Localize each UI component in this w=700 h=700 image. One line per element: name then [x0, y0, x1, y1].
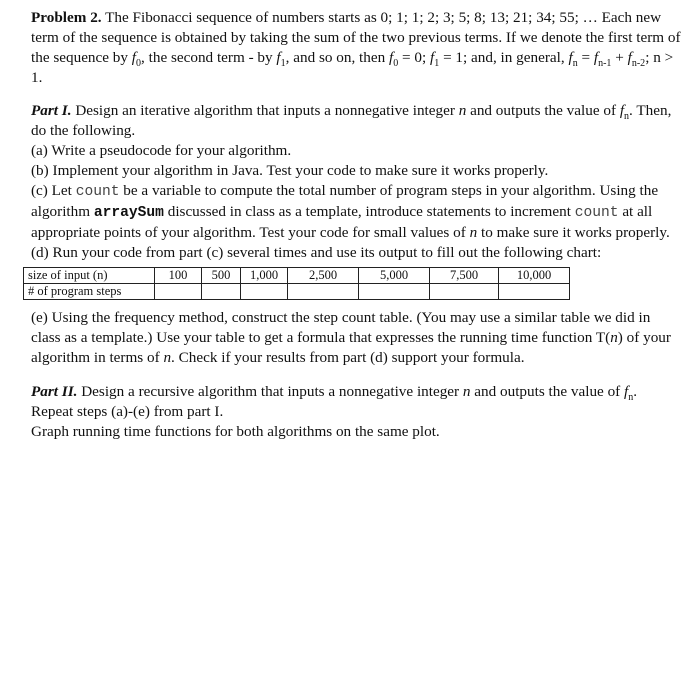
problem-text: = 0; — [398, 49, 431, 66]
part-one-intro — [31, 101, 683, 141]
chart-steps-cell[interactable] — [288, 284, 359, 300]
n-symbol: n — [469, 224, 478, 241]
step-d: (d) Run your code from part (c) several times and use its output to fill out the following chart: — [31, 244, 602, 261]
document-page — [28, 8, 683, 442]
subscript: 0 — [136, 58, 142, 70]
f-symbol: f — [430, 49, 435, 66]
part-two-label: Part II. — [31, 383, 78, 400]
step-c-text: at all appropriate points of your algorithm. Test your code for small values of — [31, 203, 653, 241]
problem-text: , the second term - by — [141, 49, 277, 66]
chart-row-steps — [24, 284, 570, 300]
part-two-text: Design a recursive algorithm that inputs a nonnegative integer — [77, 383, 463, 400]
step-c-text: be a variable to compute the total number of program steps in your algorithm. Using the algorithm — [31, 182, 659, 220]
step-b: (b) Implement your algorithm in Java. Test your code to make sure it works properly. — [31, 162, 549, 179]
problem-text: = — [577, 49, 594, 66]
steps-chart — [23, 267, 570, 300]
chart-steps-cell[interactable] — [202, 284, 241, 300]
count-code: count — [75, 184, 120, 200]
step-c-text: discussed in class as a template, introduce statements to increment — [163, 203, 575, 220]
part-one-text: and outputs the value of — [466, 102, 620, 119]
chart-label-size: size of input (n) — [24, 268, 155, 284]
f-symbol: f — [593, 49, 599, 66]
step-e — [31, 308, 683, 368]
step-e-text: ) of your algorithm in terms of — [31, 329, 671, 366]
step-e-text: . Check if your results from part (d) support your formula. — [171, 349, 525, 366]
chart-steps-cell[interactable] — [359, 284, 430, 300]
subscript: n — [628, 392, 634, 404]
count-code: count — [574, 205, 619, 221]
step-a: (a) Write a pseudocode for your algorithm. — [31, 142, 292, 159]
f-symbol: f — [619, 102, 625, 119]
chart-label-steps: # of program steps — [24, 284, 155, 300]
chart-steps-cell[interactable] — [155, 284, 202, 300]
chart-steps-cell[interactable] — [499, 284, 570, 300]
chart-size-cell: 100 — [155, 268, 202, 284]
subscript: 1 — [280, 58, 286, 70]
step-c-text: (c) Let — [31, 182, 76, 199]
f-symbol: f — [624, 383, 629, 400]
arraysum-code: arraySum — [93, 205, 164, 221]
part-two-text: and outputs the value of — [470, 383, 625, 400]
subscript: 0 — [393, 58, 399, 70]
f-symbol: f — [568, 49, 573, 66]
subscript: n-1 — [598, 58, 612, 70]
problem-text: + — [611, 49, 628, 66]
subscript: 1 — [434, 58, 440, 70]
chart-size-cell: 2,500 — [288, 268, 359, 284]
f-symbol: f — [276, 49, 281, 66]
f-symbol: f — [627, 49, 632, 66]
part-two — [31, 382, 683, 422]
chart-steps-cell[interactable] — [430, 284, 499, 300]
problem-label: Problem 2. — [31, 9, 102, 26]
n-symbol: n — [462, 383, 471, 400]
step-c — [31, 181, 683, 243]
subscript: n — [572, 58, 578, 70]
subscript: n-2 — [631, 58, 646, 70]
problem-text: The Fibonacci sequence of numbers starts as 0; 1; 1; 2; 3; 5; 8; 13; 21; 34; 55; … Each new term of the sequence is obtained by taking the sum of the two previous terms. If we denote the first term of the sequence by — [31, 9, 681, 66]
n-symbol: n — [610, 329, 618, 346]
problem-text: ; n > 1. — [31, 49, 674, 86]
step-e-text: (e) Using the frequency method, construct the step count table. (You may use a similar table we did in class as a template.) Use your table to get a formula that expresses the running time function T( — [31, 309, 651, 346]
part-two-text: . Repeat steps (a)-(e) from part I. — [31, 383, 638, 420]
chart-row-size — [24, 268, 570, 284]
part-one-label: Part I. — [31, 102, 72, 119]
part-one-text: . Then, do the following. — [31, 102, 672, 139]
chart-size-cell: 1,000 — [241, 268, 288, 284]
problem-text: = 1; and, in general, — [439, 49, 569, 66]
n-symbol: n — [458, 102, 467, 119]
chart-size-cell: 7,500 — [430, 268, 499, 284]
f-symbol: f — [131, 49, 137, 66]
subscript: n — [624, 111, 630, 123]
n-symbol: n — [163, 349, 172, 366]
graph-instruction: Graph running time functions for both algorithms on the same plot. — [31, 423, 440, 440]
f-symbol: f — [389, 49, 394, 66]
problem-statement — [31, 8, 683, 88]
chart-steps-cell[interactable] — [241, 284, 288, 300]
chart-size-cell: 10,000 — [499, 268, 570, 284]
chart-size-cell: 500 — [202, 268, 241, 284]
part-one-text: Design an iterative algorithm that inputs a nonnegative integer — [71, 102, 459, 119]
problem-text: , and so on, then — [285, 49, 390, 66]
chart-size-cell: 5,000 — [359, 268, 430, 284]
step-c-text: to make sure it works properly. — [477, 224, 670, 241]
